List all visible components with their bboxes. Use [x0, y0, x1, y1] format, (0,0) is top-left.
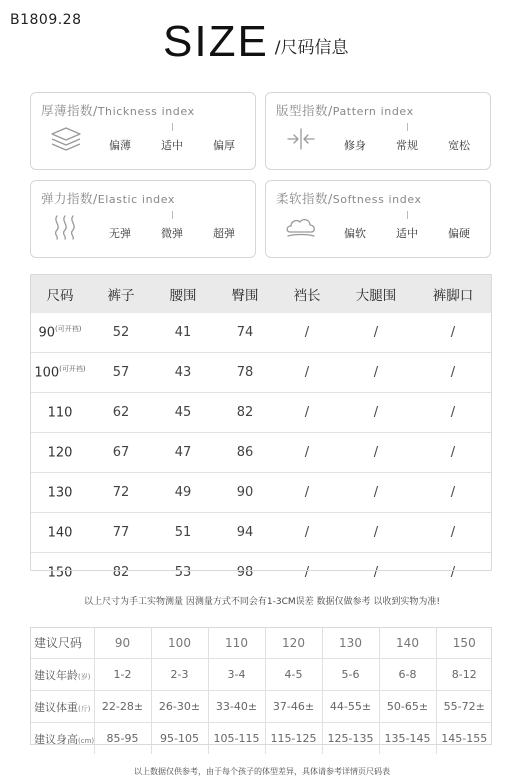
- elastic-index-card: [30, 180, 256, 258]
- option-slim: 修身: [344, 139, 366, 152]
- option-regular: 常规: [396, 139, 418, 152]
- rec-cell: 1-2: [94, 659, 151, 691]
- rec-row-label: 建议尺码: [30, 627, 94, 659]
- table-cell: /: [338, 473, 414, 513]
- recommendation-table: [30, 627, 492, 754]
- table-cell: /: [338, 353, 414, 393]
- table-cell: 41: [152, 313, 214, 353]
- table-row: [30, 353, 492, 393]
- header-thigh: 大腿围: [338, 274, 414, 313]
- option-thick: 偏厚: [213, 139, 235, 152]
- card-title: 厚薄指数/Thickness index: [41, 103, 195, 118]
- table-cell: 90: [214, 473, 276, 513]
- size-cell: 130: [30, 473, 90, 513]
- rec-cell: 95-105: [151, 723, 208, 755]
- rec-cell: 44-55±: [322, 691, 379, 723]
- table-cell: 67: [90, 433, 152, 473]
- rec-cell: 37-46±: [265, 691, 322, 723]
- table-row: [30, 553, 492, 593]
- rec-row-age: [30, 659, 492, 691]
- table-cell: 82: [214, 393, 276, 433]
- table-cell: /: [338, 393, 414, 433]
- rec-cell: 130: [322, 627, 379, 659]
- table-cell: 62: [90, 393, 152, 433]
- compress-arrows-icon: [284, 125, 318, 153]
- table-cell: 43: [152, 353, 214, 393]
- table-cell: /: [414, 433, 492, 473]
- rec-cell: 26-30±: [151, 691, 208, 723]
- rec-cell: 140: [379, 627, 436, 659]
- table-cell: 74: [214, 313, 276, 353]
- table-cell: 52: [90, 313, 152, 353]
- rec-cell: 85-95: [94, 723, 151, 755]
- table-cell: /: [276, 433, 338, 473]
- rec-cell: 120: [265, 627, 322, 659]
- header-leg-opening: 裤脚口: [414, 274, 492, 313]
- table-cell: /: [373, 565, 379, 580]
- rec-cell: 90: [94, 627, 151, 659]
- header-size: 尺码: [30, 274, 90, 313]
- table-cell: /: [338, 513, 414, 553]
- table-row: [30, 393, 492, 433]
- table-row: [30, 473, 492, 513]
- table-cell: /: [276, 313, 338, 353]
- rec-row-label: 建议身高(cm): [30, 723, 94, 755]
- rec-cell: 105-115: [208, 723, 265, 755]
- rec-cell: 33-40±: [208, 691, 265, 723]
- size-cell: 110: [30, 393, 90, 433]
- option-no-stretch: 无弹: [109, 227, 131, 240]
- product-code: B1809.28: [10, 12, 82, 28]
- table-cell: /: [414, 393, 492, 433]
- rec-row-label: 建议年龄(岁): [30, 659, 94, 691]
- rec-row-height: [30, 723, 492, 755]
- title-size: SIZE: [163, 17, 269, 66]
- table-cell: /: [276, 393, 338, 433]
- option-firm: 偏硬: [448, 227, 470, 240]
- rec-cell: 3-4: [208, 659, 265, 691]
- size-cell: 150: [47, 565, 73, 581]
- rec-cell: 135-145: [379, 723, 436, 755]
- title-subtitle: /尺码信息: [274, 38, 349, 58]
- table-row: [30, 513, 492, 553]
- rec-cell: 145-155: [441, 732, 488, 745]
- pattern-index-card: [265, 92, 491, 170]
- size-table: [30, 274, 492, 592]
- table-cell: /: [304, 565, 310, 580]
- header-waist: 腰围: [152, 274, 214, 313]
- table-row: [30, 313, 492, 353]
- size-cell: 120: [30, 433, 90, 473]
- table-cell: 72: [90, 473, 152, 513]
- card-title: 弹力指数/Elastic index: [41, 191, 176, 206]
- table-cell: 94: [214, 513, 276, 553]
- rec-cell: 2-3: [151, 659, 208, 691]
- layers-icon: [49, 125, 83, 153]
- table-cell: /: [276, 513, 338, 553]
- table-cell: /: [338, 433, 414, 473]
- rec-cell: 125-135: [322, 723, 379, 755]
- header-hip: 臀围: [214, 274, 276, 313]
- option-medium: 适中: [396, 227, 418, 240]
- table-cell: /: [276, 473, 338, 513]
- rec-cell: 110: [208, 627, 265, 659]
- table-cell: /: [414, 313, 492, 353]
- table-cell: 57: [90, 353, 152, 393]
- card-title: 版型指数/Pattern index: [276, 103, 414, 118]
- softness-index-card: [265, 180, 491, 258]
- rec-cell: 22-28±: [94, 691, 151, 723]
- table-cell: 49: [152, 473, 214, 513]
- page-title: [163, 17, 349, 66]
- rec-cell: 115-125: [265, 723, 322, 755]
- table-cell: 86: [214, 433, 276, 473]
- rec-cell: 150: [436, 627, 492, 659]
- size-cell: 140: [30, 513, 90, 553]
- cloud-icon: [284, 213, 318, 241]
- rec-cell: 8-12: [436, 659, 492, 691]
- rec-cell: 4-5: [265, 659, 322, 691]
- option-high-stretch: 超弹: [213, 227, 235, 240]
- rec-row-weight: [30, 691, 492, 723]
- table-cell: 45: [152, 393, 214, 433]
- option-thin: 偏薄: [109, 139, 131, 152]
- table-cell: /: [450, 565, 456, 580]
- header-pants: 裤子: [90, 274, 152, 313]
- option-medium: 适中: [161, 139, 183, 152]
- option-soft: 偏软: [344, 227, 366, 240]
- rec-row-label: 建议体重(斤): [30, 691, 94, 723]
- table-cell: 53: [174, 565, 192, 580]
- reference-note: 以上数据仅供参考，由于每个孩子的体型差异，具体请参考详情页尺码表: [134, 767, 390, 776]
- table-cell: 78: [214, 353, 276, 393]
- rec-cell: 6-8: [379, 659, 436, 691]
- table-cell: /: [414, 473, 492, 513]
- thickness-index-card: [30, 92, 256, 170]
- table-cell: /: [414, 353, 492, 393]
- rec-cell: 50-65±: [379, 691, 436, 723]
- table-cell: /: [338, 313, 414, 353]
- table-cell: 47: [152, 433, 214, 473]
- size-cell: $90^{(可开裆)}$: [30, 313, 90, 353]
- rec-cell: 5-6: [322, 659, 379, 691]
- measurement-note: 以上尺寸为手工实物测量 因测量方式不同会有1-3CM误差 数据仅做参考 以收到实物为准!: [84, 597, 440, 607]
- rec-row-size: [30, 627, 492, 659]
- table-cell: /: [276, 353, 338, 393]
- table-cell: 98: [236, 565, 254, 580]
- table-cell: 82: [112, 565, 130, 580]
- table-cell: /: [414, 513, 492, 553]
- table-row: [30, 433, 492, 473]
- rec-cell: 55-72±: [436, 691, 492, 723]
- header-rise: 裆长: [276, 274, 338, 313]
- size-cell: $100^{(可开裆)}$: [30, 353, 90, 393]
- option-slight-stretch: 微弹: [161, 227, 183, 240]
- table-cell: 77: [90, 513, 152, 553]
- option-loose: 宽松: [448, 139, 470, 152]
- card-title: 柔软指数/Softness index: [276, 191, 422, 206]
- wave-lines-icon: [49, 213, 83, 241]
- size-table-header: [30, 274, 492, 313]
- table-cell: 51: [152, 513, 214, 553]
- rec-cell: 100: [151, 627, 208, 659]
